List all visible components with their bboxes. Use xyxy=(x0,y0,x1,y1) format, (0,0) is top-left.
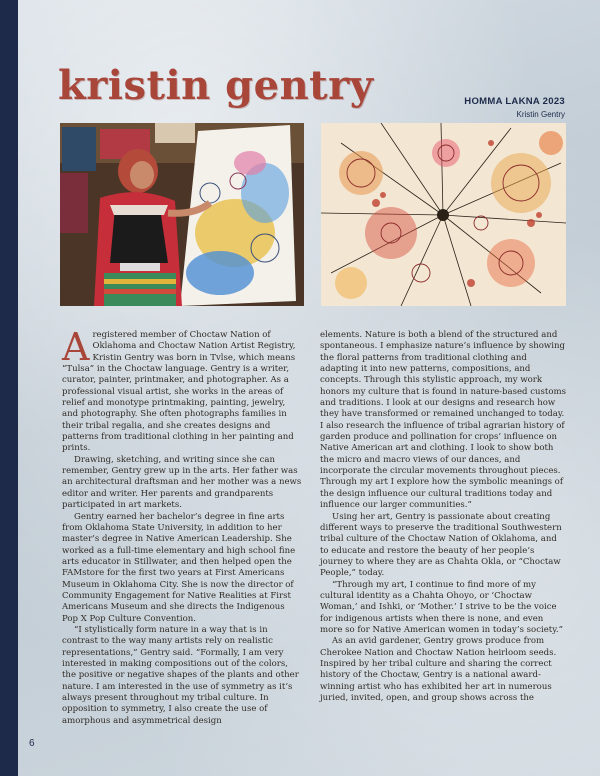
paragraph: “Through my art, I continue to find more of my cultural identity as a Chahta Ohoyo, or ‘Choctaw Woman,’ and Ishki, or ‘Mother.’ I strive to be the voice for indigenous artists when there is none, and even more so for Native American women in today’s society.” xyxy=(320,579,563,635)
artist-photo xyxy=(60,123,304,306)
paragraph: “I stylistically form nature in a way that is in contrast to the way many artists rely on realistic representations,” Gentry said. “Formally, I am very interested in making compositions out of the colors, the positive or negative shapes of the plants and other nature. I am interested in the use of symmetry as it’s always present throughout my tribal culture. In opposition to symmetry, I also create the use of amorphous and asymmetrical design xyxy=(62,624,299,726)
paragraph: As an avid gardener, Gentry grows produce from Cherokee Nation and Choctaw Nation heirloom seeds. Inspired by her tribal culture and sharing the correct history of the Choctaw, Gentry is a national award-winning artist who has exhibited her art in numerous juried, invited, open, and group shows across the xyxy=(320,636,557,703)
article-column-2 xyxy=(320,330,566,704)
article-column-1 xyxy=(62,325,302,727)
paragraph: Drawing, sketching, and writing since she can remember, Gentry grew up in the arts. Her father was an architectural draftsman and her mother was a news editor and writer. Her parents and grandparents participated in art markets. xyxy=(62,454,302,511)
paragraph-text: registered member of Choctaw Nation of Oklahoma and Choctaw Nation Artist Registry, Kristin Gentry was born in Tvlse, which means “Tulsa” in the Choctaw language. Gentry is a writer, curator, painter, printmaker, and photographer. As a professional visual artist, she works in the areas of relief and monotype printmaking, painting, jewelry, and photography. She often photographs families in their tribal regalia, and she creates designs and patterns from traditional clothing in her painting and prints. xyxy=(62,330,296,454)
page-spine-bar xyxy=(0,0,18,776)
page-number: 6 xyxy=(29,738,35,749)
artwork-painting xyxy=(321,123,566,306)
artwork-title: HOMMA LAKNA 2023 xyxy=(464,96,565,107)
article-title: kristin gentry xyxy=(58,62,374,109)
paragraph: elements. Nature is both a blend of the structured and spontaneous. I emphasize nature’s influence by showing the floral patterns from traditional clothing and adapting it into new patterns, compositions, and concepts. Through this stylistic approach, my work honors my culture that is found in nature-based customs and traditions. I look at our designs and research how they have transformed or remained unchanged to today. I also research the influence of tribal agrarian history of garden produce and pollination for crops’ influence on Native American art and clothing. I look to show both the micro and macro views of our dances, and incorporate the circular movements throughout pieces. Through my art I explore how the symbolic meanings of the design influence our cultural traditions today and influence our larger communities.” xyxy=(320,330,566,511)
paragraph: Gentry earned her bachelor’s degree in fine arts from Oklahoma State University, in addition to her master’s degree in Native American Leadership. She worked as a full-time elementary and high school fine arts educator in Stillwater, and then helped open the FAMstore for the first two years at First Americans Museum in Oklahoma City. She is now the director of Community Engagement for Native Realities at First Americans Museum and she directs the Indigenous Pop X Pop Culture Convention. xyxy=(62,511,296,624)
artwork-credit xyxy=(464,96,565,119)
drop-cap: A xyxy=(62,325,90,369)
paragraph xyxy=(62,325,302,455)
artwork-artist: Kristin Gentry xyxy=(516,110,565,119)
paragraph: Using her art, Gentry is passionate about creating different ways to preserve the traditional Southwestern tribal culture of the Choctaw Nation of Oklahoma, and to educate and restore the beauty of her people’s journey to where they are as Chahta Okla, or “Choctaw People,” today. xyxy=(320,511,562,579)
